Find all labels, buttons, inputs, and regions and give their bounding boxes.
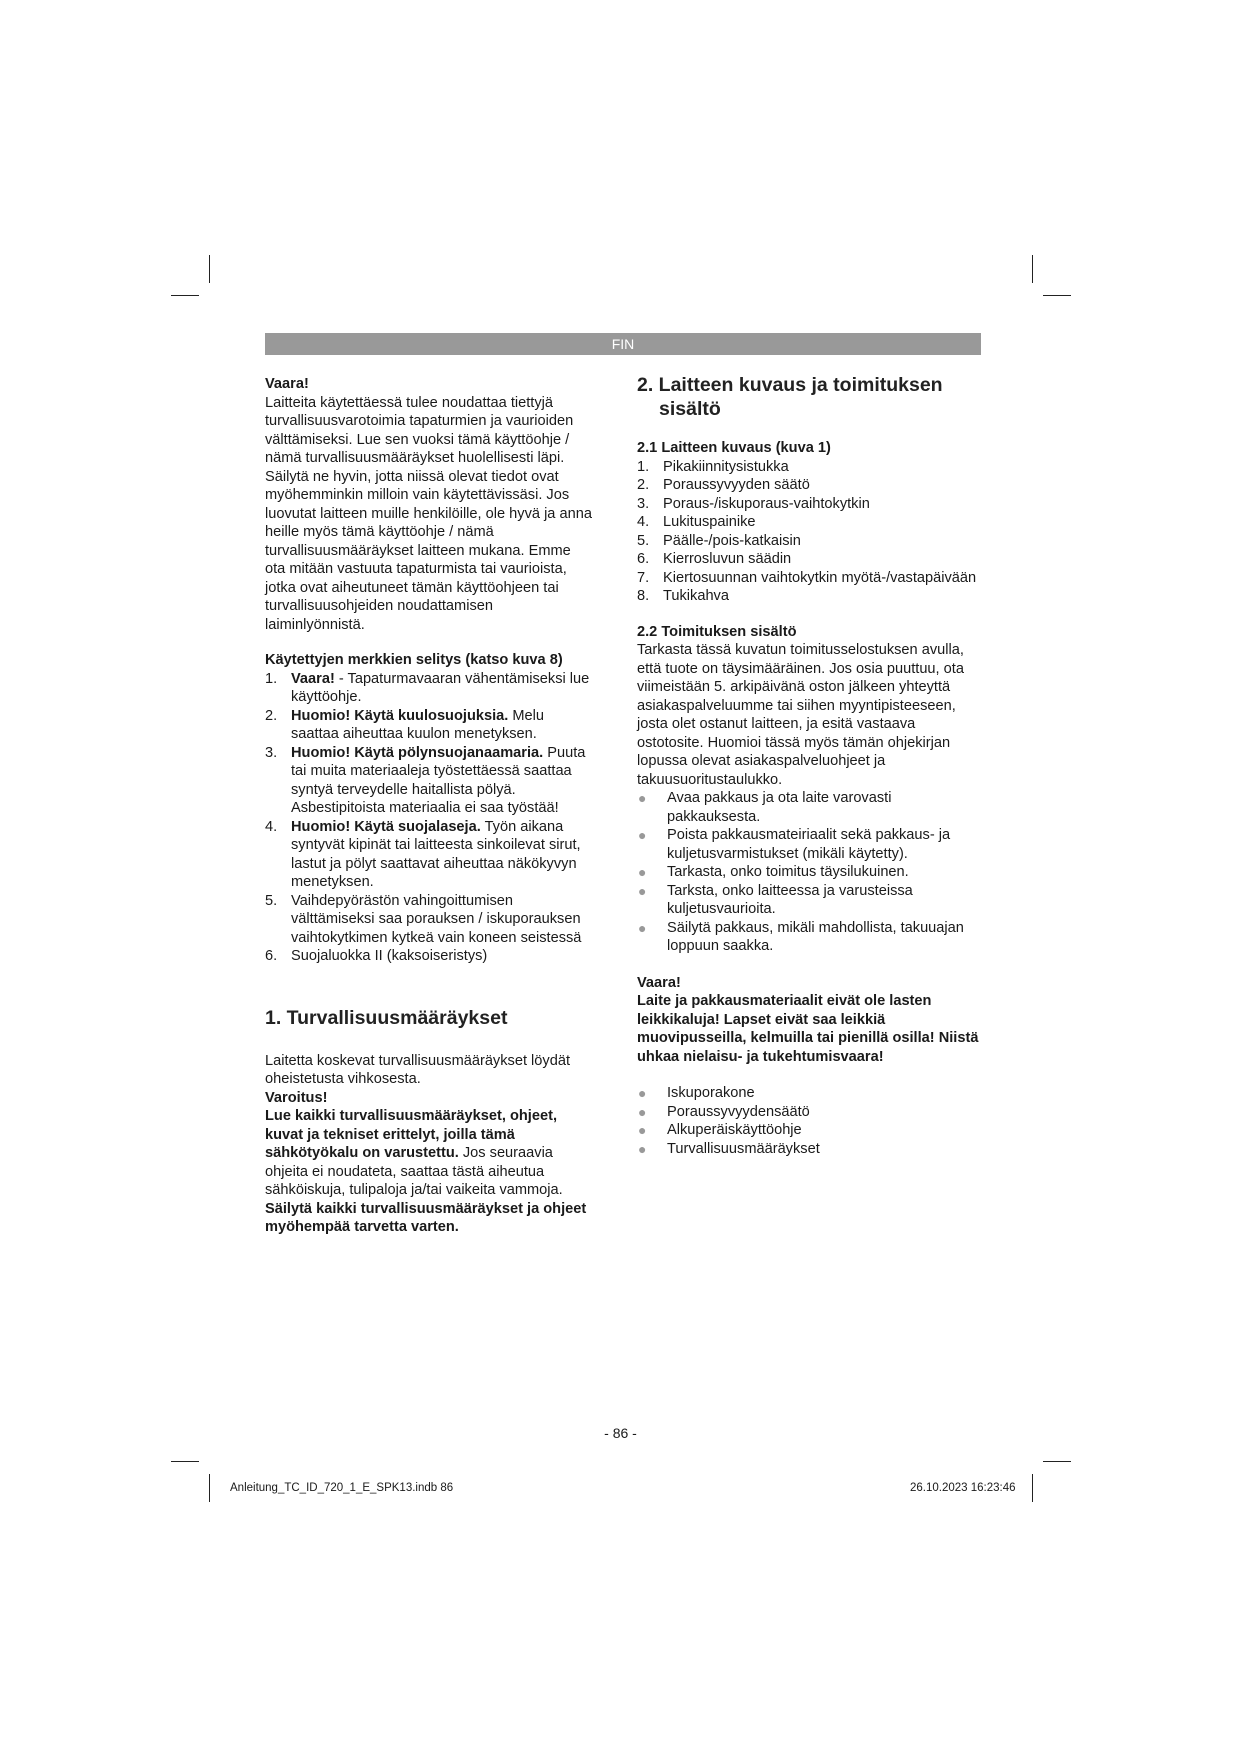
warning2-bold: Lue kaikki turvallisuusmääräykset, ohjeet, kuvat ja tekniset erittelyt, joilla tämä sähkötyökalu on varustettu. <box>265 1108 558 1161</box>
warning2-title: Varoitus! <box>265 1089 328 1106</box>
part-number: 7. <box>637 569 650 586</box>
signs-list <box>265 670 595 966</box>
sign-rest: - Tapaturmavaaran vähentämiseksi lue käyttöohje. <box>291 670 590 705</box>
part-item <box>637 458 982 477</box>
sign-number: 1. <box>265 670 278 687</box>
crop-mark <box>171 295 199 296</box>
sign-text <box>291 744 595 818</box>
sign-number: 6. <box>265 948 278 964</box>
section2-title-line2: sisältö <box>659 398 721 420</box>
part-item <box>637 569 982 588</box>
sign-text <box>291 947 595 966</box>
section1-title: 1. Turvallisuusmääräykset <box>265 1006 508 1029</box>
sign-number: 4. <box>265 818 278 835</box>
crop-mark <box>1043 295 1071 296</box>
crop-mark <box>1032 255 1033 283</box>
checklist-item-text: Tarksta, onko laitteessa ja varusteissa kuljetusvaurioita. <box>667 882 913 917</box>
part-item <box>637 532 982 551</box>
contents-item <box>637 1103 982 1122</box>
crop-mark <box>209 255 210 283</box>
sign-bold: Vaara! <box>291 670 335 687</box>
bullet-icon: ● <box>638 864 647 880</box>
sign-bold: Huomio! Käytä suojalaseja. <box>291 818 481 835</box>
contents-item-text: Turvallisuusmääräykset <box>667 1140 820 1157</box>
part-number: 6. <box>637 551 650 567</box>
sub22-text: Tarkasta tässä kuvatun toimitusselostuksen avulla, että tuote on täysimääräinen. Jos osia puuttuu, ota viimeistään 5. arkipäivänä oston jälkeen yhteyttä asiakaspalveluumme tai siihen myyntipisteeseen, josta olet ostanut laitteen, ja esitä vastaava ostotosite. Huomioi tässä myös tämän ohjekirjan lopussa olevat asiakaspalveluohjeet ja takuusuoritustaulukko. <box>637 642 964 788</box>
part-number: 5. <box>637 532 650 549</box>
sign-rest: Suojaluokka II (kaksoiseristys) <box>291 948 488 964</box>
contents-item-text: Alkuperäiskäyttöohje <box>667 1122 802 1138</box>
section1-intro: Laitetta koskevat turvallisuusmääräykset löydät oheistetusta vihkosesta. <box>265 1052 570 1087</box>
part-item <box>637 587 982 606</box>
checklist-item <box>637 826 982 863</box>
bullet-icon: ● <box>638 827 647 843</box>
file-info: Anleitung_TC_ID_720_1_E_SPK13.indb 86 <box>230 1482 454 1494</box>
signs-title: Käytettyjen merkkien selitys (katso kuva 8) <box>265 652 563 668</box>
sign-number: 3. <box>265 744 278 761</box>
sign-number: 5. <box>265 892 278 909</box>
sign-rest: Työn aikana syntyvät kipinät tai laitteesta sinkoilevat sirut, lastut ja pölyt saattavat aiheuttaa näkökyvyn menetyksen. <box>291 818 581 890</box>
bullet-icon: ● <box>638 790 647 806</box>
bullet-icon: ● <box>638 1140 647 1157</box>
sign-rest: Vaihdepyörästön vahingoittumisen välttämiseksi saa porauksen / iskuporauksen vaihtokytkimen kytkeä vain koneen seistessä <box>291 892 582 946</box>
checklist-item-text: Tarkasta, onko toimitus täysilukuinen. <box>667 864 909 880</box>
checklist-item-text: Avaa pakkaus ja ota laite varovasti pakkauksesta. <box>667 790 892 825</box>
sign-number: 2. <box>265 707 278 724</box>
sign-item <box>265 947 595 966</box>
warning3-title: Vaara! <box>637 974 681 991</box>
section2-title <box>637 373 982 421</box>
part-label: Kierrosluvun säädin <box>663 551 792 567</box>
left-column <box>265 375 595 1237</box>
sub21-title: 2.1 Laitteen kuvaus (kuva 1) <box>637 440 831 456</box>
sub22-title: 2.2 Toimituksen sisältö <box>637 623 797 640</box>
checklist-item-text: Poista pakkausmateiriaalit sekä pakkaus- ja kuljetusvarmistukset (mikäli käytetty). <box>667 827 951 862</box>
crop-mark <box>209 1474 210 1502</box>
part-item <box>637 495 982 514</box>
sign-text <box>291 670 595 707</box>
part-label: Pikakiinnitysistukka <box>663 458 789 475</box>
sign-bold: Huomio! Käytä pölynsuojanaamaria. <box>291 744 544 761</box>
contents-item <box>637 1121 982 1140</box>
bullet-icon: ● <box>638 882 647 899</box>
contents-item-text: Iskuporakone <box>667 1085 755 1101</box>
part-label: Kiertosuunnan vaihtokytkin myötä-/vastapäivään <box>663 569 977 586</box>
checklist-item <box>637 882 982 919</box>
sign-text <box>291 707 595 744</box>
sign-item <box>265 670 595 707</box>
checklist-item <box>637 863 982 882</box>
contents-item-text: Poraussyvyydensäätö <box>667 1103 810 1120</box>
sign-item <box>265 892 595 948</box>
bullet-icon: ● <box>638 1103 647 1120</box>
warning-title: Vaara! <box>265 376 309 392</box>
checklist-item-text: Säilytä pakkaus, mikäli mahdollista, takuuajan loppuun saakka. <box>667 919 964 954</box>
warning2-text <box>265 1107 595 1200</box>
part-number: 3. <box>637 495 650 512</box>
crop-mark <box>1043 1461 1071 1462</box>
warning-text: Laitteita käytettäessä tulee noudattaa tiettyjä turvallisuusvarotoimia tapaturmien ja vaurioiden välttämiseksi. Lue sen vuoksi tämä käyttöohje / nämä turvallisuusmääräykset huolellisesti läpi. Säilytä ne hyvin, jotta niissä olevat tiedot ovat myöhemminkin milloin vain käytettävissäsi. Jos luovutat laitteen muille henkilöille, ole hyvä ja anna heille myös tämä käyttöohje / nämä turvallisuusmääräykset laitteen mukana. Emme ota mitään vastuuta tapaturmista tai vaurioista, jotka ovat aiheutuneet tämän käyttöohjeen tai turvallisuusohjeiden noudattamisen laiminlyönnistä. <box>265 394 592 633</box>
sign-rest: Puuta tai muita materiaaleja työstettäessä saattaa syntyä terveydelle haitallista pölyä. Asbestipitoista materiaalia ei saa työstää! <box>291 744 586 816</box>
sign-text <box>291 892 595 948</box>
part-label: Poraussyvyyden säätö <box>663 477 810 493</box>
keep-instructions: Säilytä kaikki turvallisuusmääräykset ja ohjeet myöhempää tarvetta varten. <box>265 1200 587 1235</box>
part-label: Poraus-/iskuporaus-vaihtokytkin <box>663 495 870 512</box>
crop-mark <box>171 1461 199 1462</box>
contents-item <box>637 1140 982 1159</box>
checklist-item <box>637 919 982 956</box>
sign-item <box>265 707 595 744</box>
checklist-item <box>637 789 982 826</box>
sign-item <box>265 818 595 892</box>
part-label: Päälle-/pois-katkaisin <box>663 532 801 549</box>
part-number: 8. <box>637 588 650 604</box>
part-label: Tukikahva <box>663 588 729 604</box>
checklist <box>637 789 982 956</box>
part-item <box>637 550 982 569</box>
bullet-icon: ● <box>638 1122 647 1138</box>
section2-title-line1: 2. Laitteen kuvaus ja toimituksen <box>637 374 943 396</box>
right-column <box>637 375 982 1158</box>
part-item <box>637 513 982 532</box>
print-datetime: 26.10.2023 16:23:46 <box>910 1482 1016 1494</box>
sign-text <box>291 818 595 892</box>
contents-item <box>637 1084 982 1103</box>
part-number: 4. <box>637 514 650 530</box>
parts-list <box>637 458 982 606</box>
bullet-icon: ● <box>638 919 647 936</box>
part-number: 2. <box>637 477 650 493</box>
part-label: Lukituspainike <box>663 514 756 530</box>
sign-rest: Melu saattaa aiheuttaa kuulon menetyksen. <box>291 707 545 742</box>
bullet-icon: ● <box>638 1085 647 1101</box>
language-header-bar: FIN <box>265 333 981 355</box>
warning3-text: Laite ja pakkausmateriaalit eivät ole lasten leikkikaluja! Lapset eivät saa leikkiä muovipusseilla, kelmuilla tai pienillä osilla! Niistä uhkaa nielaisu- ja tukehtumisvaara! <box>637 993 979 1065</box>
page-number: - 86 - <box>604 1425 637 1441</box>
part-number: 1. <box>637 458 650 475</box>
sign-bold: Huomio! Käytä kuulosuojuksia. <box>291 707 509 724</box>
part-item <box>637 476 982 495</box>
contents-list <box>637 1084 982 1158</box>
sign-item <box>265 744 595 818</box>
crop-mark <box>1032 1474 1033 1502</box>
warning2-rest: Jos seuraavia ohjeita ei noudateta, saattaa tästä aiheutua sähköiskuja, tulipaloja ja/tai vaikeita vammoja. <box>265 1145 563 1198</box>
